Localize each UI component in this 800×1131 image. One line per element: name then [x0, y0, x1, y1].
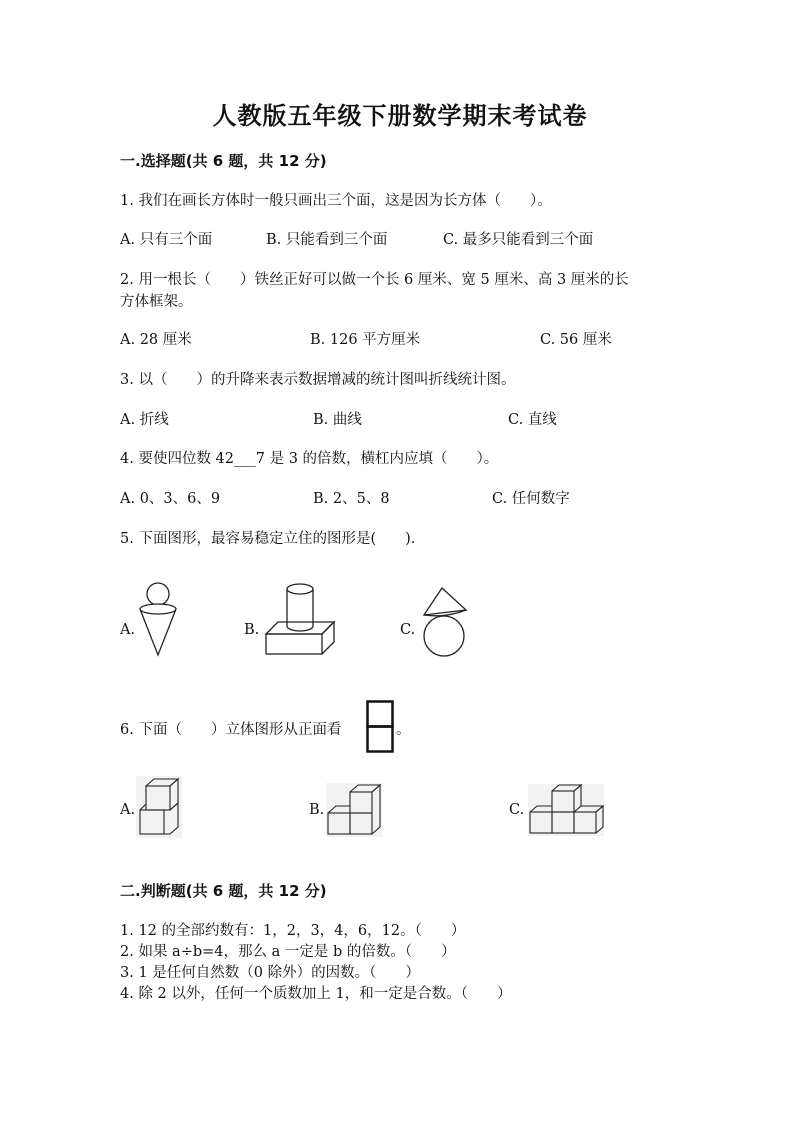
section2-heading: 二.判断题(共 6 题，共 12 分) [120, 882, 327, 900]
q1-option-c: C. 最多只能看到三个面 [443, 232, 594, 248]
judge-item-4: 4. 除 2 以外，任何一个质数加上 1，和一定是合数。（ ） [120, 986, 512, 1002]
q3-option-a: A. 折线 [120, 412, 169, 428]
q5-option-b: B. [244, 622, 260, 638]
q1-option-b: B. 只能看到三个面 [266, 232, 388, 248]
q6-option-b: B. [309, 802, 325, 818]
cylinder-on-cuboid-figure [264, 578, 336, 658]
q4-option-b: B. 2、5、8 [313, 491, 390, 507]
judge-item-3: 3. 1 是任何自然数（0 除外）的因数。（ ） [120, 965, 420, 981]
question-4: 4. 要使四位数 42___7 是 3 的倍数，横杠内应填（ ）。 [120, 451, 499, 467]
question-3: 3. 以（ ）的升降来表示数据增减的统计图叫折线统计图。 [120, 372, 516, 388]
q6-option-c: C. [509, 802, 525, 818]
q3-option-c: C. 直线 [508, 412, 557, 428]
front-view-figure [366, 700, 394, 754]
judge-item-1: 1. 12 的全部约数有：1，2，3，4，6，12。（ ） [120, 923, 466, 939]
question-5: 5. 下面图形，最容易稳定立住的图形是( ). [120, 531, 416, 547]
q5-option-a: A. [120, 622, 136, 638]
question-2-line2: 方体框架。 [120, 294, 193, 310]
q1-option-a: A. 只有三个面 [120, 232, 213, 248]
q2-option-c: C. 56 厘米 [540, 332, 612, 348]
q2-option-a: A. 28 厘米 [120, 332, 192, 348]
question-1: 1. 我们在画长方体时一般只画出三个面，这是因为长方体（ ）。 [120, 193, 552, 209]
q4-option-c: C. 任何数字 [492, 491, 570, 507]
question-6-end: 。 [396, 722, 411, 738]
question-6: 6. 下面（ ）立体图形从正面看 [120, 722, 342, 738]
section1-heading: 一.选择题(共 6 题，共 12 分) [120, 152, 327, 170]
page-title: 人教版五年级下册数学期末考试卷 [212, 102, 588, 130]
cone-on-sphere-figure [420, 584, 472, 660]
q2-option-b: B. 126 平方厘米 [310, 332, 421, 348]
cube-stack-c-figure [528, 784, 604, 836]
cube-stack-a-figure [136, 776, 182, 838]
cube-stack-b-figure [326, 783, 382, 837]
question-2-line1: 2. 用一根长（ ）铁丝正好可以做一个长 6 厘米、宽 5 厘米、高 3 厘米的长 [120, 272, 629, 288]
cone-sphere-figure [136, 580, 186, 660]
q5-option-c: C. [400, 622, 416, 638]
q3-option-b: B. 曲线 [313, 412, 362, 428]
q4-option-a: A. 0、3、6、9 [120, 491, 221, 507]
judge-item-2: 2. 如果 a÷b=4，那么 a 一定是 b 的倍数。（ ） [120, 944, 456, 960]
q6-option-a: A. [120, 802, 136, 818]
